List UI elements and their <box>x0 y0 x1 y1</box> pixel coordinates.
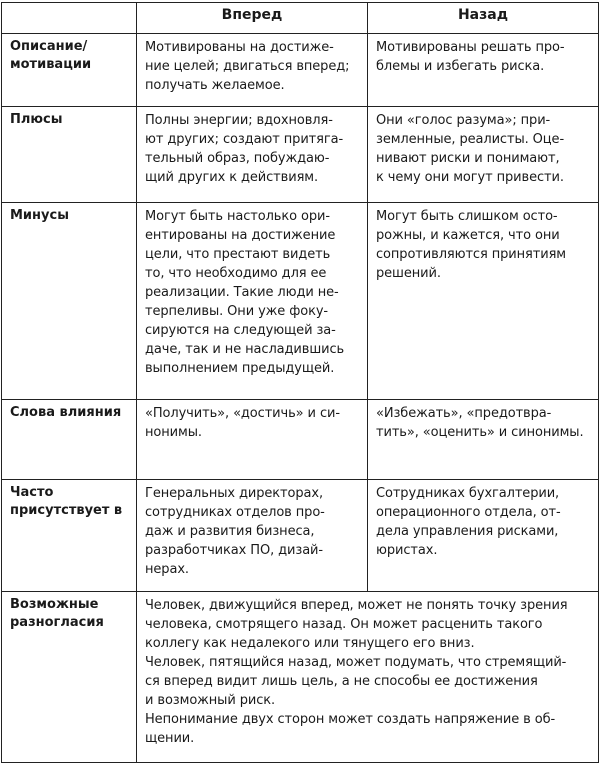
text-line: ние целей; двигаться вперед; <box>145 59 350 74</box>
label-line: Часто <box>10 485 54 500</box>
text-line: ют других; создают притяга- <box>145 132 344 147</box>
label-line: Минусы <box>10 208 69 223</box>
text-line: сопротивляются принятиям <box>376 247 567 262</box>
backward-cell <box>368 34 599 107</box>
text-line: Могут быть настолько ори- <box>145 209 330 224</box>
text-line: даче, так и не насладившись <box>145 342 345 357</box>
text-line: разработчиках ПО, дизай- <box>145 543 323 558</box>
label-line: разногласия <box>10 615 104 630</box>
header-backward: Назад <box>368 3 599 34</box>
text-line: щении. <box>145 731 195 746</box>
text-line: даж и развития бизнеса, <box>145 524 315 539</box>
label-line: Описание/ <box>10 39 88 54</box>
text-line: Человек, движущийся вперед, может не понять точку зрения <box>145 598 568 613</box>
text-line: блемы и избегать риска. <box>376 59 545 74</box>
row-often-present <box>2 480 599 592</box>
text-line: человека, смотрящего назад. Он может расценить такого <box>145 617 543 632</box>
row-pros <box>2 107 599 203</box>
text-line: тить», «оценить» и синонимы. <box>376 425 584 440</box>
text-line: Мотивированы на достиже- <box>145 40 334 55</box>
merged-cell <box>137 592 599 763</box>
text-line: дела управления рисками, <box>376 524 559 539</box>
text-line: коллегу как недалекого или тянущего его вниз. <box>145 636 475 651</box>
text-line: сируются на следующей за- <box>145 323 336 338</box>
row-label <box>2 592 137 763</box>
text-line: к чему они могут привести. <box>376 170 564 185</box>
text-line: «Получить», «достичь» и си- <box>145 406 340 421</box>
text-line: Могут быть слишком осто- <box>376 209 558 224</box>
text-line: получать желаемое. <box>145 78 285 93</box>
row-description <box>2 34 599 107</box>
label-line: присутствует в <box>10 503 123 518</box>
text-line: рожны, и кажется, что они <box>376 228 560 243</box>
forward-cell <box>137 34 368 107</box>
forward-cell <box>137 203 368 400</box>
header-row <box>2 3 599 34</box>
text-line: Непонимание двух сторон может создать напряжение в об- <box>145 712 556 727</box>
comparison-table <box>1 2 599 763</box>
text-line: Они «голос разума»; при- <box>376 113 551 128</box>
row-label <box>2 34 137 107</box>
text-line: операционного отдела, от- <box>376 505 561 520</box>
text-line: реализации. Такие люди не- <box>145 285 339 300</box>
header-forward: Вперед <box>137 3 368 34</box>
text-line: нивают риски и понимают, <box>376 151 560 166</box>
text-line: и возможный риск. <box>145 693 276 708</box>
label-line: Плюсы <box>10 112 63 127</box>
backward-cell <box>368 480 599 592</box>
row-cons <box>2 203 599 400</box>
text-line: нонимы. <box>145 425 202 440</box>
text-line: ентированы на достижение <box>145 228 336 243</box>
text-line: ся вперед видит лишь цель, а не способы ее достижения <box>145 674 538 689</box>
label-line: Слова влияния <box>10 405 122 420</box>
forward-cell <box>137 107 368 203</box>
text-line: Генеральных директорах, <box>145 486 324 501</box>
row-disagreements <box>2 592 599 763</box>
text-line: цели, что престают видеть <box>145 247 331 262</box>
text-line: Мотивированы решать про- <box>376 40 565 55</box>
row-influence-words <box>2 400 599 480</box>
text-line: то, что необходимо для ее <box>145 266 327 281</box>
forward-cell <box>137 480 368 592</box>
text-line: нерах. <box>145 562 189 577</box>
backward-cell <box>368 203 599 400</box>
header-empty-cell <box>2 3 137 34</box>
text-line: юристах. <box>376 543 438 558</box>
label-line: Возможные <box>10 597 99 612</box>
row-label <box>2 480 137 592</box>
text-line: сотрудниках отделов про- <box>145 505 325 520</box>
text-line: Полны энергии; вдохновля- <box>145 113 333 128</box>
text-line: решений. <box>376 266 441 281</box>
text-line: Сотрудниках бухгалтерии, <box>376 486 560 501</box>
text-line: щий других к действиям. <box>145 170 319 185</box>
forward-cell <box>137 400 368 480</box>
text-line: «Избежать», «предотвра- <box>376 406 552 421</box>
text-line: Человек, пятящийся назад, может подумать, что стремящий- <box>145 655 567 670</box>
row-label <box>2 203 137 400</box>
backward-cell <box>368 400 599 480</box>
text-line: земленные, реалисты. Оце- <box>376 132 565 147</box>
row-label <box>2 400 137 480</box>
text-line: выполнением предыдущей. <box>145 361 335 376</box>
text-line: терпеливы. Они уже фоку- <box>145 304 329 319</box>
text-line: тельный образ, побуждаю- <box>145 151 330 166</box>
label-line: мотивации <box>10 57 92 72</box>
row-label <box>2 107 137 203</box>
backward-cell <box>368 107 599 203</box>
